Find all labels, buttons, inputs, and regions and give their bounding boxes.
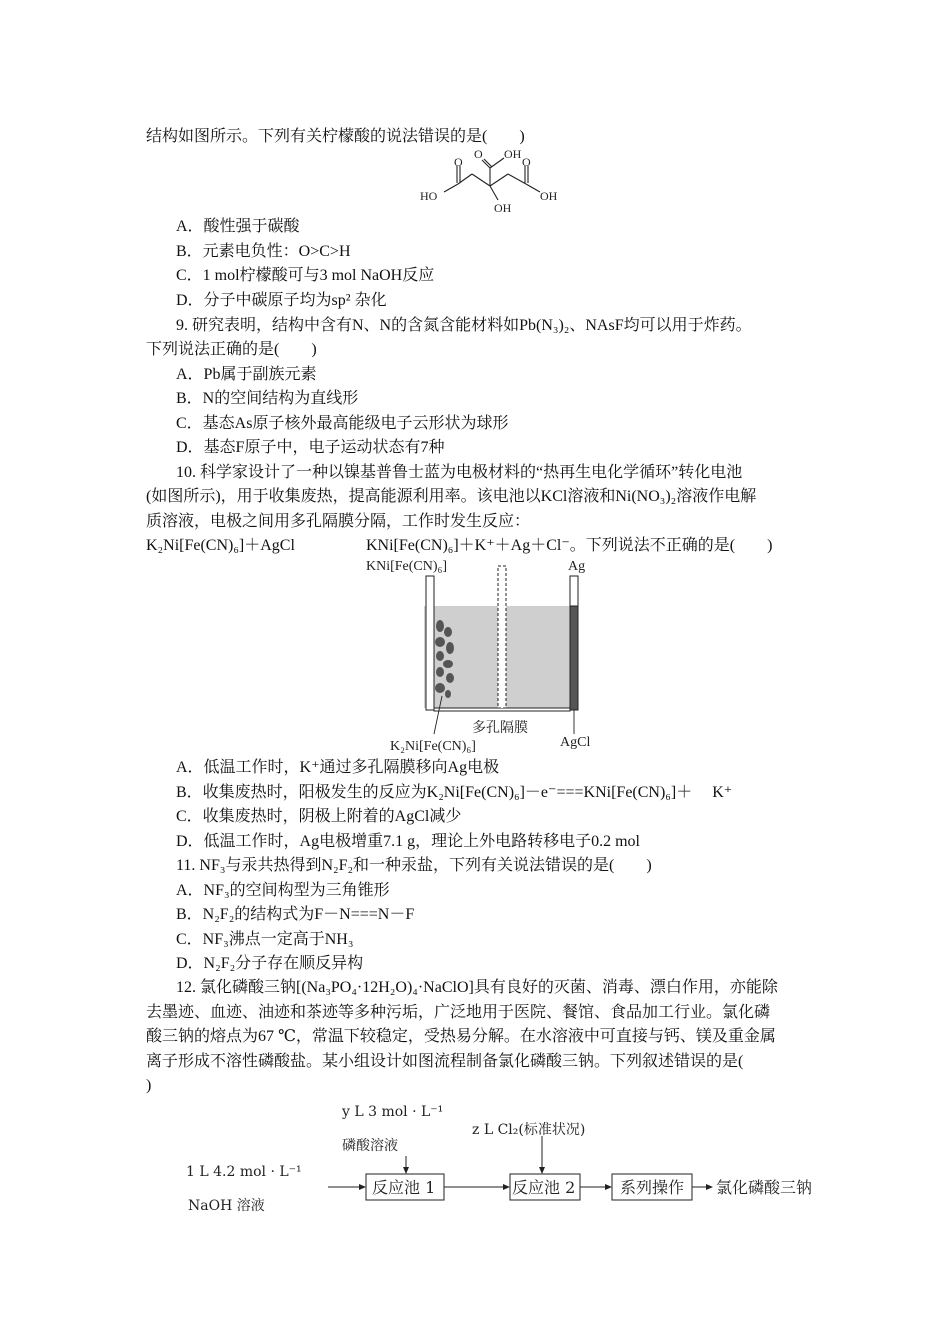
q10-stem-line3: 质溶液，电极之间用多孔隔膜分隔，工作时发生反应： (146, 513, 531, 530)
atom-ho-left: HO (420, 189, 438, 203)
q10-stem-line1: 10. 科学家设计了一种以镍基普鲁士蓝为电极材料的“热再生电化学循环”转化电池 (176, 464, 743, 481)
reaction-tank-2: 反应池 2 (512, 1178, 576, 1197)
label-k2ni-fecn6: K₂Ni[Fe(CN)₆] (390, 739, 476, 754)
q12-stem-line1: 12. 氯化磷酸三钠[(Na₃PO₄·12H₂O)₄·NaClO]具有良好的灭菌、消毒、漂白作用，亦能除 (176, 979, 778, 996)
q8-option-c: C．1 mol柠檬酸可与3 mol NaOH反应 (176, 267, 435, 284)
q11-stem: 11. NF₃与汞共热得到N₂F₂和一种汞盐，下列有关说法错误的是( ) (176, 857, 652, 874)
battery-diagram (360, 556, 620, 756)
product-label: 氯化磷酸三钠 (716, 1178, 813, 1197)
citric-acid-structure (414, 148, 574, 218)
q8-stem: 结构如图所示。下列有关柠檬酸的说法错误的是( ) (146, 128, 525, 145)
q10-option-a: A．低温工作时，K⁺通过多孔隔膜移向Ag电极 (176, 759, 500, 776)
series-operations: 系列操作 (620, 1178, 685, 1197)
q12-stem-line3: 酸三钠的熔点为67 ℃，常温下较稳定，受热易分解。在水溶液中可直接与钙、镁及重金属 (146, 1028, 776, 1045)
q9-option-b: B．N的空间结构为直线形 (176, 390, 359, 407)
input-chlorine: z L Cl₂(标准状况) (472, 1122, 586, 1138)
label-ag: Ag (568, 559, 586, 574)
q9-stem-line1: 9. 研究表明，结构中含有N、N的含氮含能材料如Pb(N₃)₂、NAsF均可以用于炸药。 (176, 317, 752, 334)
atom-oh-right: OH (540, 189, 558, 203)
q11-option-a: A．NF₃的空间构型为三角锥形 (176, 882, 390, 899)
q12-stem-line4: 离子形成不溶性磷酸盐。某小组设计如图流程制备氯化磷酸三钠。下列叙述错误的是( (146, 1053, 744, 1070)
q10-option-d: D．低温工作时，Ag电极增重7.1 g，理论上外电路转移电子0.2 mol (176, 833, 641, 850)
q8-option-a: A．酸性强于碳酸 (176, 218, 300, 235)
process-flow-diagram (180, 1100, 830, 1220)
reaction-tank-1: 反应池 1 (372, 1178, 436, 1197)
atom-oh-top: OH (504, 148, 522, 161)
q9-option-d: D．基态F原子中，电子运动状态有7种 (176, 439, 445, 456)
q10-equation-right: KNi[Fe(CN)₆]＋K⁺＋Ag＋Cl⁻。下列说法不正确的是( ) (366, 537, 773, 554)
input-phosphoric-conc: y L 3 mol · L⁻¹ (342, 1104, 444, 1120)
label-membrane: 多孔隔膜 (472, 721, 528, 736)
input-phosphoric-label: 磷酸溶液 (342, 1138, 398, 1154)
input-naoh-label: NaOH 溶液 (188, 1198, 265, 1214)
q9-stem-line2: 下列说法正确的是( ) (146, 341, 317, 358)
q11-option-b: B．N₂F₂的结构式为F－N===N－F (176, 906, 415, 923)
q10-stem-line2: (如图所示)，用于收集废热，提高能源利用率。该电池以KCl溶液和Ni(NO₃)₂溶液作电解 (146, 488, 757, 505)
q12-stem-line2: 去墨迹、血迹、油迹和茶迹等多种污垢，广泛地用于医院、餐馆、食品加工行业。氯化磷 (146, 1004, 771, 1021)
q10-option-b: B．收集废热时，阳极发生的反应为K₂Ni[Fe(CN)₆]－e⁻===KNi[Fe(CN)₆]＋ K⁺ (176, 784, 733, 801)
label-agcl: AgCl (560, 735, 591, 750)
atom-o-top: O (474, 148, 483, 161)
q9-option-a: A．Pb属于副族元素 (176, 366, 317, 383)
q10-option-c: C．收集废热时，阴极上附着的AgCl减少 (176, 808, 462, 825)
q11-option-c: C．NF₃沸点一定高于NH₃ (176, 931, 354, 948)
q8-option-d: D．分子中碳原子均为sp² 杂化 (176, 292, 387, 309)
input-naoh-conc: 1 L 4.2 mol · L⁻¹ (186, 1164, 302, 1180)
q10-equation-left: K₂Ni[Fe(CN)₆]＋AgCl (146, 537, 295, 554)
label-kni-fecn6: KNi[Fe(CN)₆] (366, 559, 448, 574)
atom-o-left: O (454, 155, 463, 169)
atom-o-right: O (522, 155, 531, 169)
q8-option-b: B．元素电负性：O>C>H (176, 243, 351, 260)
atom-oh-bottom: OH (494, 201, 512, 215)
q9-option-c: C．基态As原子核外最高能级电子云形状为球形 (176, 415, 509, 432)
q12-stem-line5: ) (146, 1077, 152, 1094)
q11-option-d: D．N₂F₂分子存在顺反异构 (176, 955, 364, 972)
